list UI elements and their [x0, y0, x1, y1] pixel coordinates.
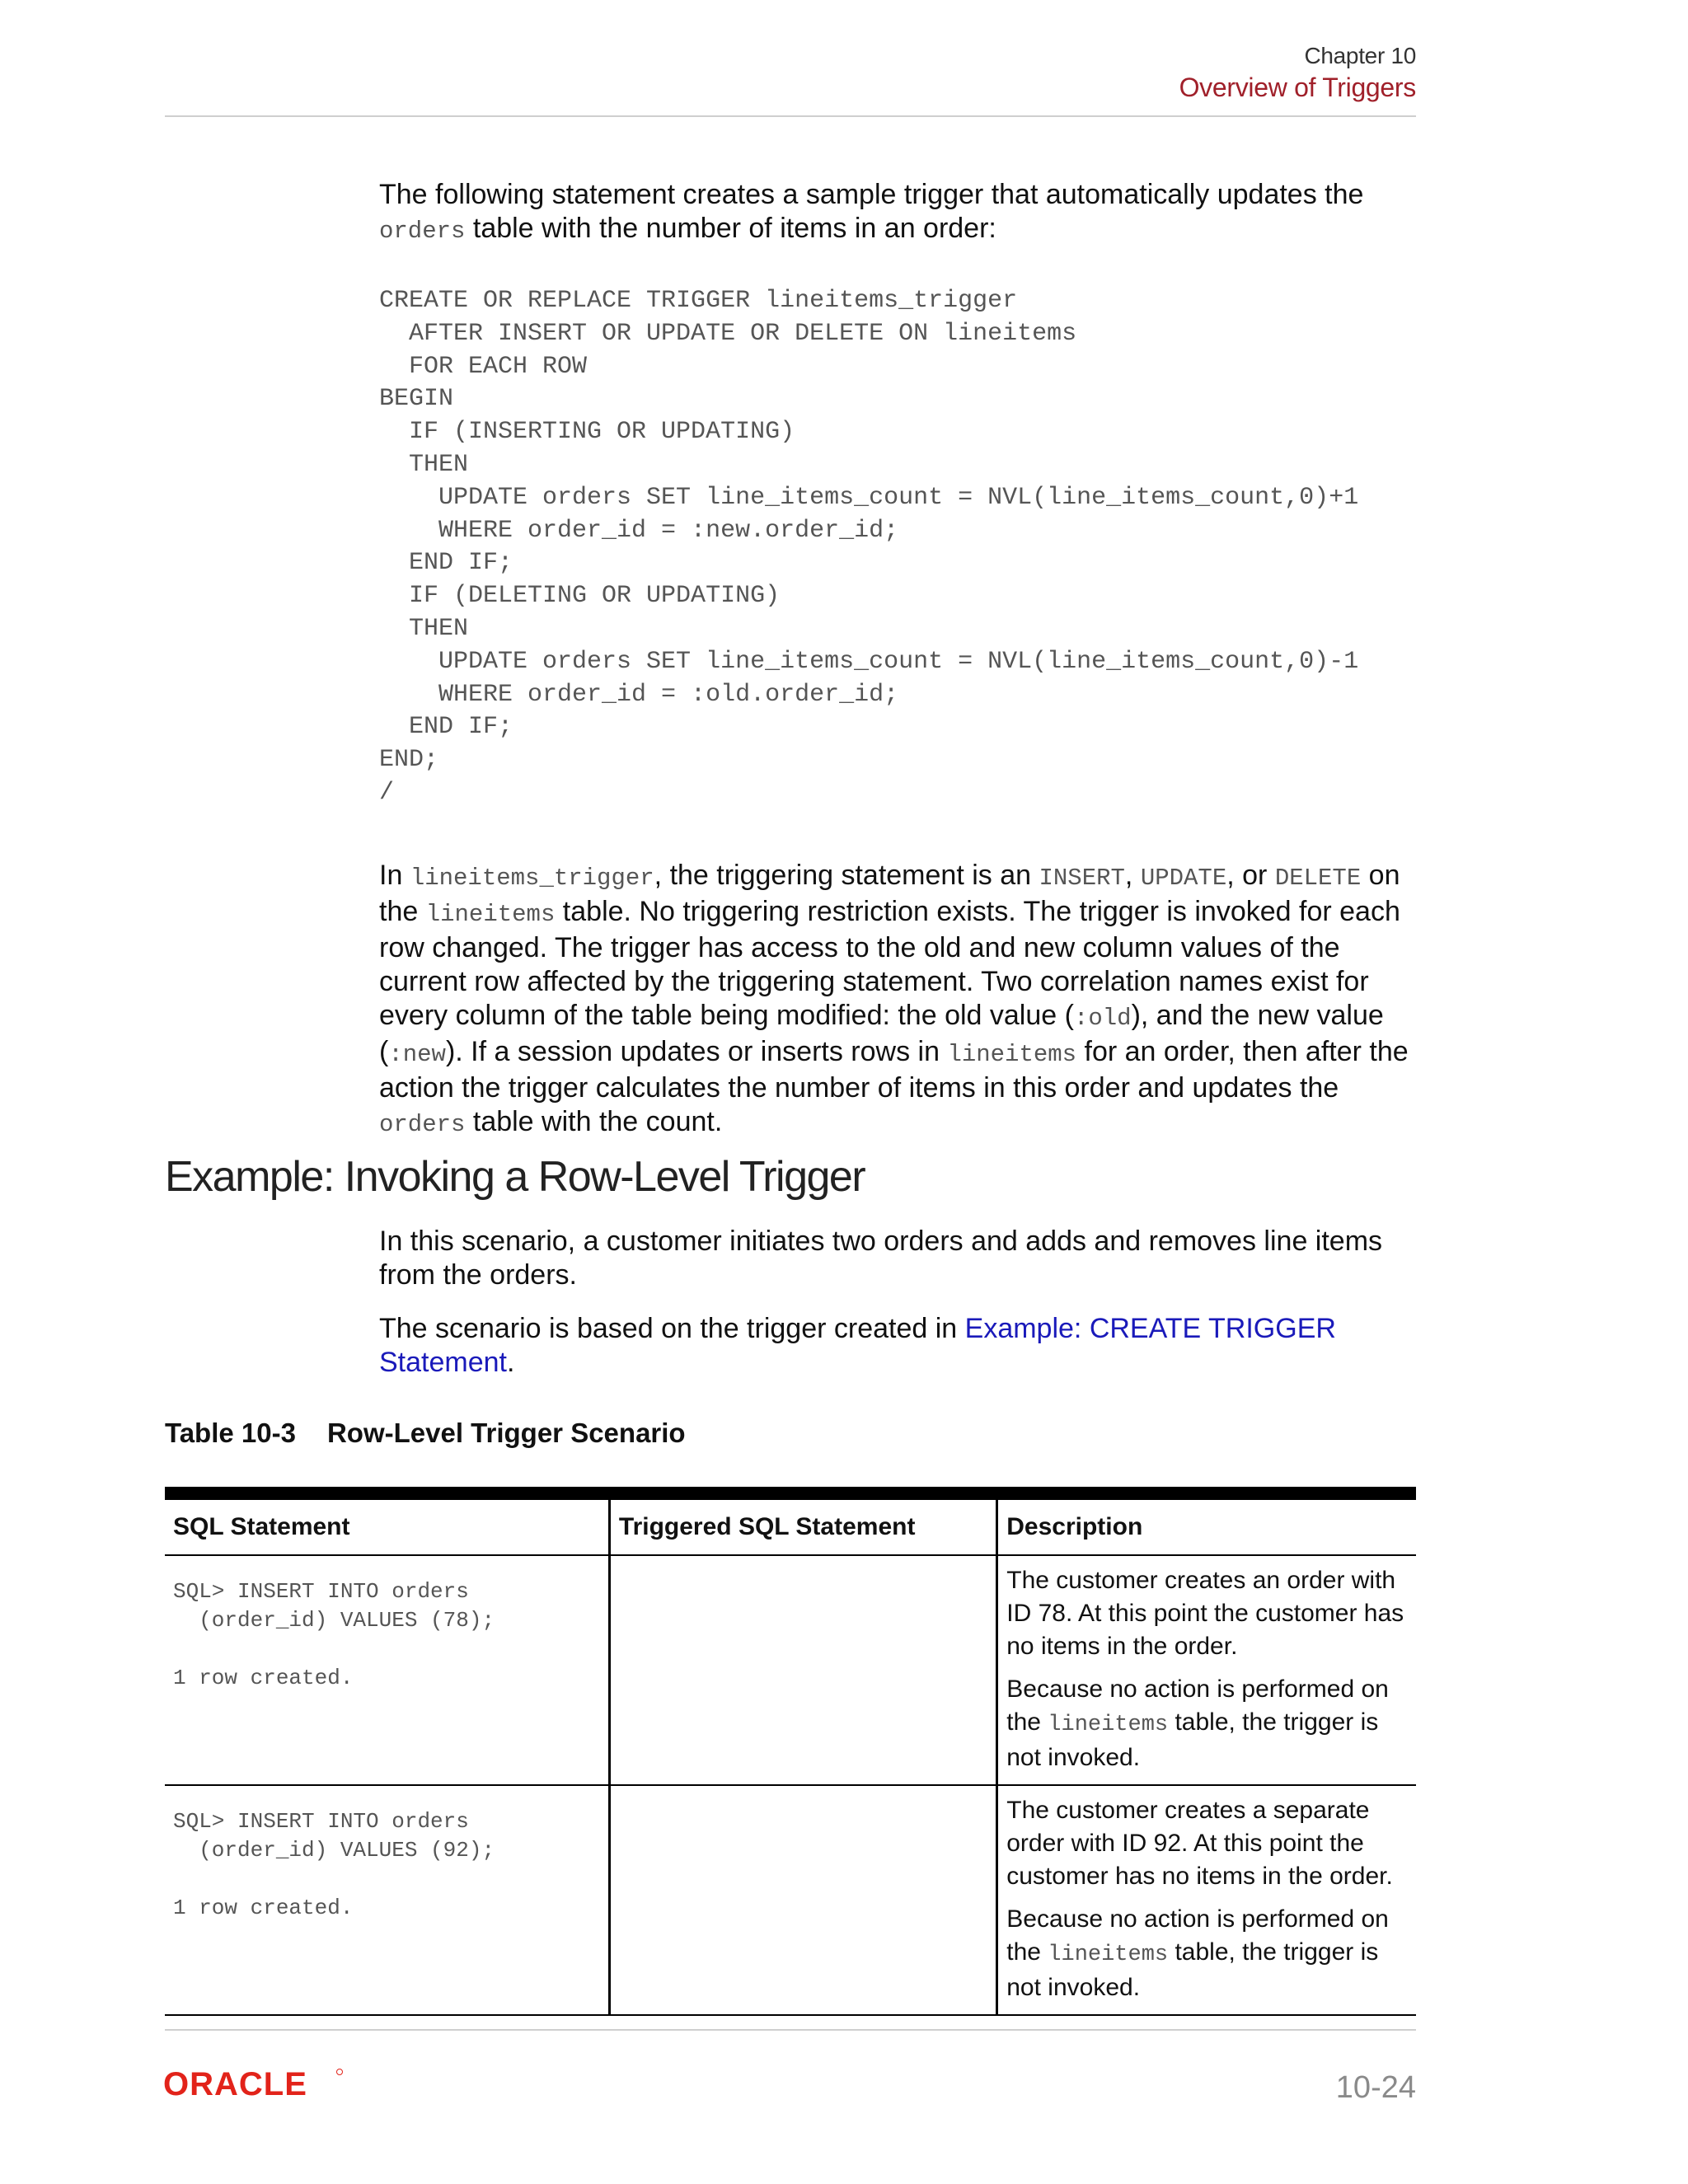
registered-mark-icon	[337, 2069, 343, 2075]
triggered-cell	[609, 1785, 996, 2015]
text: table, the trigger is not invoked.	[1006, 1938, 1379, 2001]
section-label: Overview of Triggers	[1179, 73, 1416, 102]
page-number: 10-24	[1335, 2070, 1416, 2105]
text: on the	[379, 860, 1400, 927]
scenario-paragraph-2	[379, 1312, 1418, 1380]
header-divider	[165, 115, 1416, 117]
text: .	[506, 1347, 515, 1378]
inline-code: DELETE	[1274, 865, 1362, 892]
table-header-row	[165, 1493, 1416, 1555]
table-number: Table 10-3	[165, 1418, 296, 1448]
table-caption	[165, 1418, 686, 1449]
inline-code: lineitems_trigger	[410, 865, 654, 892]
text: ). If a session updates or inserts rows in	[445, 1036, 948, 1067]
oracle-logo-text: ORACLE	[163, 2067, 307, 2100]
text: Because no action is performed on the	[1006, 1675, 1389, 1736]
inline-code: :new	[388, 1041, 446, 1068]
description-note	[1006, 1903, 1408, 2004]
sql-code: SQL> INSERT INTO orders (order_id) VALUES (78); 1 row created.	[173, 1579, 495, 1690]
inline-code: UPDATE	[1140, 865, 1227, 892]
triggered-cell	[609, 1555, 996, 1785]
text: for an order, then after the action the trigger calculates the number of items in this order and updates the	[379, 1036, 1409, 1104]
text: table, the trigger is not invoked.	[1006, 1708, 1379, 1771]
sql-cell	[165, 1555, 609, 1785]
create-trigger-link[interactable]: Example: CREATE TRIGGER Statement	[379, 1313, 1336, 1378]
description-text: The customer creates an order with ID 78. At this point the customer has no items in the order.	[1006, 1567, 1404, 1660]
description-cell	[997, 1785, 1416, 2015]
intro-paragraph	[379, 178, 1418, 248]
inline-code: lineitems	[947, 1041, 1077, 1068]
explanation-paragraph	[379, 859, 1418, 1141]
inline-code-orders: orders	[379, 218, 466, 245]
text: , or	[1226, 860, 1275, 891]
text: ,	[1124, 860, 1141, 891]
oracle-logo	[163, 2067, 353, 2100]
table-row	[165, 1785, 1416, 2015]
table-title: Row-Level Trigger Scenario	[326, 1418, 686, 1448]
description-text: The customer creates a separate order with ID 92. At this point the customer has no items in the order.	[1006, 1797, 1393, 1890]
text: table with the count.	[465, 1106, 723, 1137]
text: , the triggering statement is an	[654, 860, 1039, 891]
sql-cell	[165, 1785, 609, 2015]
text: In	[379, 860, 410, 891]
chapter-label: Chapter 10	[1304, 43, 1416, 68]
inline-code: lineitems	[1048, 1943, 1169, 1967]
column-header: Description	[997, 1493, 1416, 1555]
footer-divider	[165, 2029, 1416, 2031]
inline-code: lineitems	[425, 901, 556, 928]
description-cell	[997, 1555, 1416, 1785]
text: table. No triggering restriction exists. The trigger is invoked for each row changed. The trigger has access to the old and new column values of the current row affected by the triggering statement. Two correlation names exist for every column of the table being modified: the old value (	[379, 896, 1400, 1031]
column-header: Triggered SQL Statement	[609, 1493, 996, 1555]
scenario-paragraph-1: In this scenario, a customer initiates two orders and adds and removes line items from the orders.	[379, 1226, 1383, 1291]
trigger-scenario-table	[165, 1487, 1416, 2016]
text: The scenario is based on the trigger created in	[379, 1313, 965, 1344]
text: ), and the new value (	[379, 1000, 1384, 1067]
inline-code: orders	[379, 1111, 466, 1138]
intro-line1: The following statement creates a sample trigger that automatically updates the	[379, 179, 1364, 210]
inline-code: INSERT	[1039, 865, 1125, 892]
section-heading: Example: Invoking a Row-Level Trigger	[165, 1153, 865, 1201]
trigger-code-block: CREATE OR REPLACE TRIGGER lineitems_trigger AFTER INSERT OR UPDATE OR DELETE ON lineitems FOR EACH ROW BEGIN IF (INSERTING OR UPDATING) THEN UPDATE orders SET line_items_count = NVL(line_items_count,0)+1 WHERE order_id = :new.order_id; END IF; IF (DELETING OR UPDATING) THEN UPDATE orders SET line_items_count = NVL(line_items_count,0)-1 WHERE order_id = :old.order_id; END IF; END; /	[379, 287, 1359, 807]
sql-code: SQL> INSERT INTO orders (order_id) VALUES (92); 1 row created.	[173, 1809, 495, 1920]
column-header: SQL Statement	[165, 1493, 609, 1555]
inline-code: lineitems	[1048, 1713, 1169, 1737]
description-note	[1006, 1673, 1408, 1774]
intro-line2: table with the number of items in an order:	[465, 213, 996, 244]
text: Because no action is performed on the	[1006, 1905, 1389, 1966]
inline-code: :old	[1073, 1005, 1132, 1032]
table-row	[165, 1555, 1416, 1785]
